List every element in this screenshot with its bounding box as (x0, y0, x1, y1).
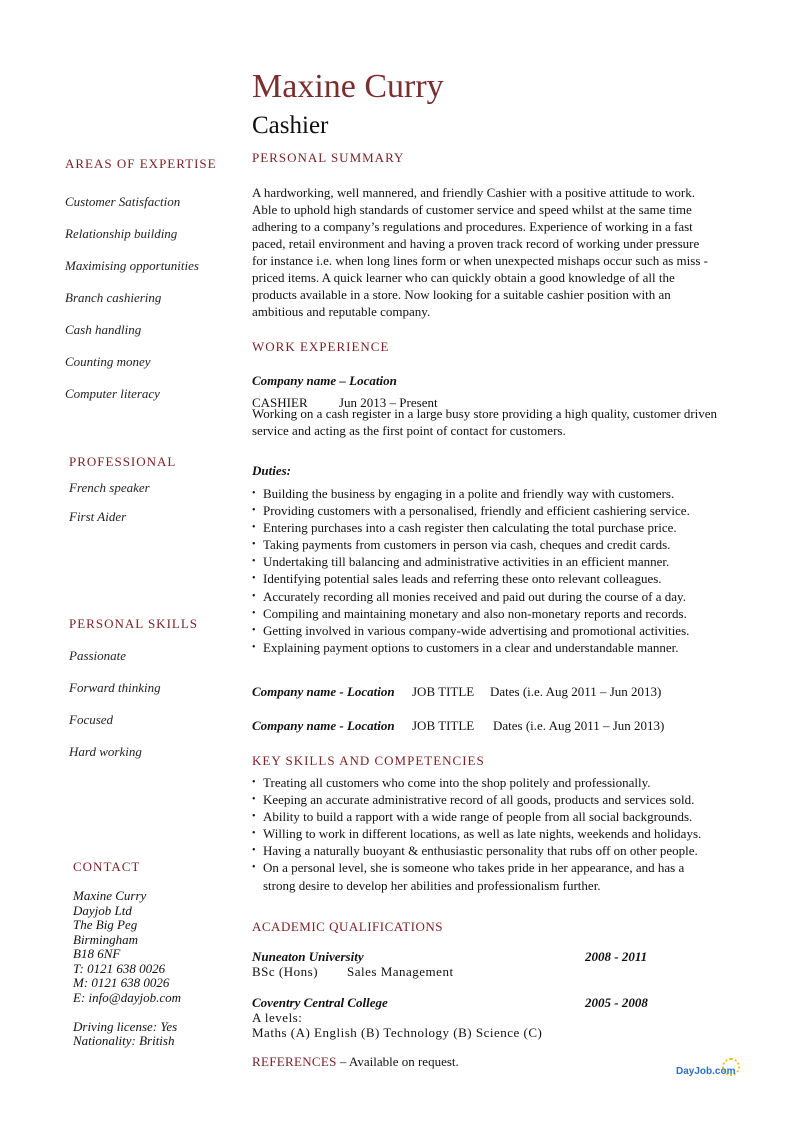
key-skill-continuation: strong desire to develop her abilities and professionalism further. (263, 878, 601, 893)
skill-item: Hard working (69, 744, 142, 759)
degree: BSc (Hons) (252, 964, 319, 979)
duty-item: • Providing customers with a personalised, friendly and efficient cashiering service. (252, 502, 690, 519)
summary-line: ambitious and reputable company. (252, 304, 431, 319)
professional-heading: PROFESSIONAL (69, 454, 177, 469)
expertise-item: Computer literacy (65, 386, 160, 401)
summary-line: paced, retail environment and having a proven track record of working under pressure (252, 236, 700, 251)
work-description (252, 405, 717, 439)
duty-item: • Taking payments from customers in person via cash, cheques and credit cards. (252, 536, 690, 553)
duty-item: • Compiling and maintaining monetary and also non-monetary reports and records. (252, 605, 690, 622)
skill-item: Passionate (69, 648, 127, 663)
duty-item: • Undertaking till balancing and administrative activities in an efficient manner. (252, 553, 690, 570)
key-skill-item: • On a personal level, she is someone who takes pride in her appearance, and has a (252, 859, 701, 876)
expertise-item: Counting money (65, 354, 151, 369)
other-job-company: Company name - Location (252, 684, 395, 699)
summary-line: Able to uphold high standards of customer service and speed whilst at the same time (252, 202, 692, 217)
work-desc-line: Working on a cash register in a large busy store providing a high quality, customer driven (252, 406, 718, 421)
degree-subject: Sales Management (347, 964, 454, 979)
other-job-company: Company name - Location (252, 718, 395, 733)
expertise-item: Customer Satisfaction (65, 194, 181, 209)
contact-company: Dayjob Ltd (73, 902, 132, 918)
contact-name: Maxine Curry (73, 888, 147, 903)
skill-item: Forward thinking (69, 680, 161, 695)
contact-details (73, 889, 181, 1049)
school-years: 2008 - 2011 (585, 949, 648, 964)
key-skill-item: • Keeping an accurate administrative record of all goods, products and services sold. (252, 791, 701, 808)
expertise-heading: AREAS OF EXPERTISE (65, 156, 217, 171)
duty-item: • Accurately recording all monies received and paid out during the course of a day. (252, 588, 690, 605)
school-years: 2005 - 2008 (585, 995, 648, 1010)
other-job-title: JOB TITLE (412, 718, 475, 733)
key-skills-list (252, 774, 701, 877)
key-skill-item: • Willing to work in different locations, as well as late nights, weekends and holidays. (252, 825, 701, 842)
summary-line: A hardworking, well mannered, and friendly Cashier with a positive attitude to work. (252, 185, 695, 200)
duty-item: • Getting involved in various company-wide advertising and promotional activities. (252, 622, 690, 639)
a-levels-label: A levels: (252, 1010, 303, 1025)
school-name: Nuneaton University (252, 949, 364, 964)
references (252, 1053, 459, 1070)
professional-item: First Aider (69, 509, 127, 524)
summary-heading: PERSONAL SUMMARY (252, 150, 405, 165)
dayjob-logo: DayJob.com (676, 1066, 736, 1077)
references-heading: REFERENCES (252, 1054, 337, 1069)
duties-list (252, 485, 690, 656)
duty-item: • Entering purchases into a cash register then calculating the total purchase price. (252, 519, 690, 536)
work-dates: Jun 2013 – Present (339, 395, 438, 410)
a-levels-grades: Maths (A) English (B) Technology (B) Science (C) (252, 1025, 543, 1040)
summary-line: for instance i.e. when long lines form or when unexpected mishaps occur such as miss - (252, 253, 708, 268)
references-text: – Available on request. (339, 1054, 459, 1069)
duty-item: • Building the business by engaging in a polite and friendly way with customers. (252, 485, 690, 502)
duty-item: • Identifying potential sales leads and referring these onto relevant colleagues. (252, 570, 690, 587)
contact-city: Birmingham (73, 931, 138, 947)
expertise-item: Branch cashiering (65, 290, 162, 305)
expertise-item: Relationship building (65, 226, 178, 241)
contact-address: The Big Peg (73, 917, 138, 932)
key-skills-heading: KEY SKILLS AND COMPETENCIES (252, 753, 485, 768)
work-company: Company name – Location (252, 373, 397, 388)
driving-license: Driving license: Yes (73, 1018, 178, 1034)
contact-phone: T: 0121 638 0026 (73, 960, 166, 976)
summary-line: adhering to a company’s regulations and procedures. Experience of working in a fast (252, 219, 693, 234)
expertise-item: Cash handling (65, 322, 142, 337)
school-name: Coventry Central College (252, 995, 388, 1010)
skills-heading: PERSONAL SKILLS (69, 616, 199, 631)
key-skill-item: • Treating all customers who come into the shop politely and professionally. (252, 774, 701, 791)
summary-line: products available in a store. Now looking for a suitable cashier position with an (252, 287, 671, 302)
work-desc-line: service and acting as the first point of contact for customers. (252, 423, 566, 438)
work-heading: WORK EXPERIENCE (252, 339, 390, 354)
other-job-dates: Dates (i.e. Aug 2011 – Jun 2013) (493, 718, 665, 733)
duty-item: • Explaining payment options to customers in a clear and understandable manner. (252, 639, 690, 656)
work-role: CASHIER (252, 395, 308, 410)
other-job-title: JOB TITLE (412, 684, 475, 699)
professional-item: French speaker (69, 480, 150, 495)
duties-label: Duties: (252, 463, 291, 478)
other-job-dates: Dates (i.e. Aug 2011 – Jun 2013) (490, 684, 662, 699)
key-skill-item: • Having a naturally buoyant & enthusiastic personality that rubs off on other people. (252, 842, 701, 859)
candidate-name: Maxine Curry (252, 68, 444, 105)
summary-line: priced items. A quick learner who can quickly obtain a good knowledge of all the (252, 270, 675, 285)
contact-mobile: M: 0121 638 0026 (73, 975, 170, 990)
contact-heading: CONTACT (73, 859, 141, 874)
summary-text (252, 184, 708, 320)
contact-email[interactable]: E: info@dayjob.com (73, 989, 181, 1005)
key-skill-item: • Ability to build a rapport with a wide range of people from all social backgrounds. (252, 808, 701, 825)
contact-postcode: B18 6NF (73, 946, 121, 961)
nationality: Nationality: British (73, 1033, 175, 1048)
academic-heading: ACADEMIC QUALIFICATIONS (252, 919, 443, 934)
skill-item: Focused (69, 712, 114, 727)
expertise-item: Maximising opportunities (65, 258, 199, 273)
job-title: Cashier (252, 112, 329, 139)
